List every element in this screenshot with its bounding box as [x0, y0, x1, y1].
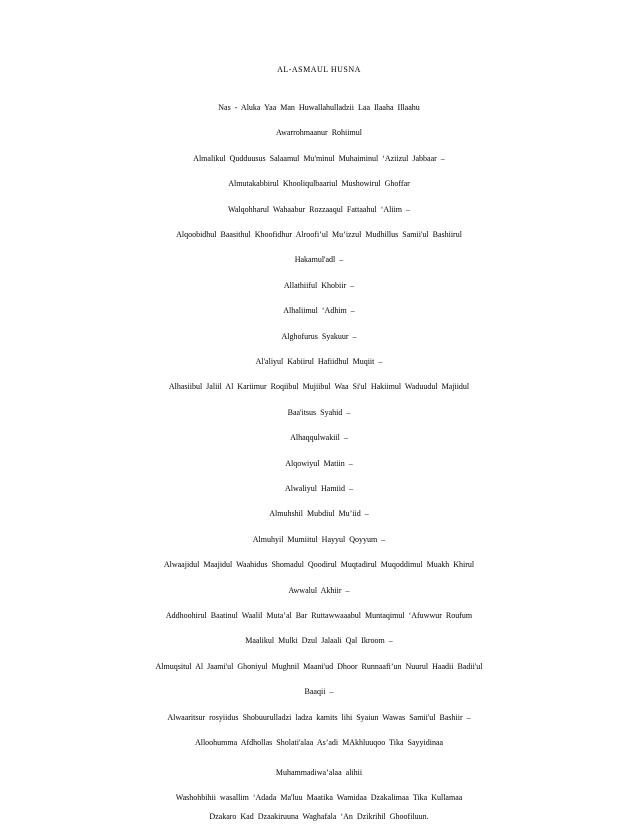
text-line-5: Walqohharul Wahaabur Rozzaaqul Fattaahul ‘Aliim – [227, 205, 411, 214]
text-line-17: Almuhshil Mubdiul Mu’iid – [269, 509, 369, 518]
text-line-27: Muhammadiwa’alaa alihii [275, 768, 363, 777]
text-line-18: Almuhyil Mumiitul Hayyul Qoyyum – [252, 535, 386, 544]
text-line-4: Almutakabbirul Khooliqulbaariul Mushowirul Ghoffar [228, 179, 410, 188]
text-line-28: Washohbihii wasallim ‘Adada Ma'luu Maatika Wamidaa Dzakalimaa Tika Kullamaa [175, 793, 463, 802]
text-line-1: Nas - Aluka Yaa Man Huwallahulladzii Laa Ilaaha Illaahu [218, 103, 420, 112]
text-line-26: Alloohumma Afdhollas Sholati'alaa As’adi MAkhluuqoo Tika Sayyidinaa [194, 738, 444, 747]
text-line-6: Alqoobidhul Baasithul Khoofidhur Alroofi’ul Mu’izzul Mudhillus Samii'ul Bashiirul [176, 230, 462, 239]
text-line-24: Baaqii – [304, 687, 334, 696]
text-line-11: Al'aliyul Kabiirul Hafiidhul Muqiit – [255, 357, 383, 366]
text-line-23: Almuqsitul Al Jaami'ul Ghoniyul Mughnil Maani'ud Dhoor Runnaafi’un Nuurul Haadii Badii'ul [155, 662, 483, 671]
text-line-19: Alwaajidul Maajidul Waahidus Shomadul Qoodirul Muqtadirul Muqoddimul Muakh Khirul [163, 560, 475, 569]
text-line-22: Maalikul Mulki Dzul Jalaali Qal Ikroom – [245, 636, 393, 645]
text-line-7: Hakamul'adl – [294, 255, 344, 264]
text-line-20: Awwalul Akhiir – [288, 586, 350, 595]
text-line-21: Addhoohirul Baatinul Waalil Muta’al Bar Ruttawwaaabul Muntaqimul ‘Afuwwur Roufum [165, 611, 473, 620]
text-line-29: Dzakaro Kad Dzaakiruuna Waghafala ‘An Dzikrihil Ghoofiluun. [209, 812, 429, 821]
text-line-10: Alghofurus Syakuur – [281, 332, 357, 341]
text-line-16: Alwaliyul Hamiid – [285, 484, 353, 493]
page-title: AL-ASMAUL HUSNA [277, 65, 361, 74]
text-line-3: Almalikul Qudduusus Salaamul Mu'minul Muhaiminul ‘Aziizul Jabbaar – [193, 154, 445, 163]
text-line-12: Alhasiibul Jaliil Al Kariimur Roqiibul Mujiibul Waa Si'ul Hakiimul Waduudul Majiidul [168, 382, 470, 391]
text-line-15: Alqowiyul Matiin – [285, 459, 353, 468]
text-line-25: Alwaaritsur rosyiidus Shobuurulladzi ladza kamits lihi Syaiun Wawas Samii'ul Bashiir – [167, 713, 471, 722]
text-line-2: Awarrohmaanur Rohiimul [276, 128, 362, 137]
text-line-14: Alhaqqulwakiil – [290, 433, 348, 442]
text-line-13: Baa'itsus Syahid – [287, 408, 351, 417]
text-line-9: Alhaliimul ‘Adhim – [283, 306, 355, 315]
text-line-8: Allathiiful Khobiir – [283, 281, 355, 290]
